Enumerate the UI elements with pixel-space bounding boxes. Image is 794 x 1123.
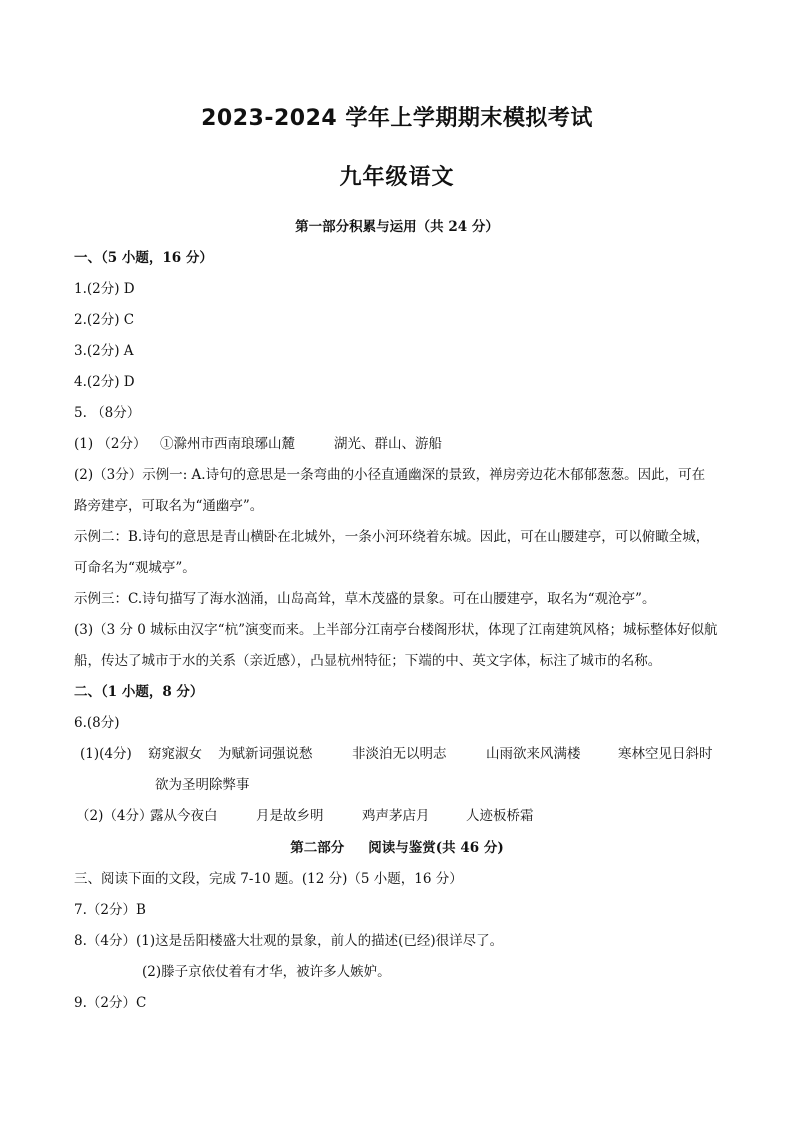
section2-heading: 二、（1 小题，8 分） bbox=[74, 684, 204, 700]
answer-q5-2-line1: (2)（3分）示例一: A.诗句的意思是一条弯曲的小径直通幽深的景致，禅房旁边花木郁郁葱葱。因此，可在 bbox=[74, 467, 706, 483]
q6-2-item: 人迹板桥霜 bbox=[466, 808, 534, 824]
q5-1-answer-a: ①滁州市西南琅琊山麓 bbox=[160, 436, 295, 452]
q6-1-item: 寒林空见日斜时 bbox=[618, 746, 713, 762]
q5-1-prefix: (1) （2分） bbox=[74, 436, 147, 452]
section1-heading: 一、（5 小题，16 分） bbox=[74, 250, 213, 266]
answer-q9: 9.（2分）C bbox=[74, 995, 147, 1011]
answer-q2: 2.(2分) C bbox=[74, 312, 135, 328]
q5-1-answer-b: 湖光、群山、游船 bbox=[334, 436, 442, 452]
answer-q5-3-line2: 船，传达了城市于水的关系（亲近感），凸显杭州特征；下端的中、英文字体，标注了城市的名称。 bbox=[74, 653, 662, 669]
section3-heading: 三、阅读下面的文段，完成 7-10 题。(12 分)（5 小题，16 分） bbox=[74, 871, 463, 887]
answer-q6-1 bbox=[80, 744, 720, 764]
answer-q8-line1: 8.（4分）(1)这是岳阳楼盛大壮观的景象，前人的描述(已经)很详尽了。 bbox=[74, 933, 504, 949]
answer-q5-2-example3: 示例三：C.诗句描写了海水汹涌，山岛高耸，草木茂盛的景象。可在山腰建亭，取名为“观沧亭”。 bbox=[74, 591, 656, 607]
answer-q7: 7.（2分）B bbox=[74, 902, 146, 918]
answer-q5-1 bbox=[74, 434, 720, 454]
part2-heading-title: 阅读与鉴赏(共 46 分) bbox=[368, 840, 504, 856]
q6-1-item: 窈窕淑女 bbox=[148, 746, 202, 762]
answer-q5-3-line1: (3)（3 分 0 城标由汉字“杭”演变而来。上半部分江南亭台楼阁形状，体现了江南建筑风格；城标整体好似航 bbox=[74, 622, 718, 638]
answer-q5-2-example2-line1: 示例二：B.诗句的意思是青山横卧在北城外，一条小河环绕着东城。因此，可在山腰建亭，可以俯瞰全城， bbox=[74, 529, 710, 545]
answer-q6-1-continued: 欲为圣明除弊事 bbox=[155, 777, 250, 793]
answer-q5: 5. （8分） bbox=[74, 405, 141, 421]
part2-heading-label: 第二部分 bbox=[290, 840, 345, 856]
answer-q6: 6.(8分) bbox=[74, 715, 120, 731]
q6-2-prefix: （2)（4分） bbox=[76, 808, 153, 824]
document-subtitle: 九年级语文 bbox=[339, 165, 455, 190]
q6-1-item: 山雨欲来风满楼 bbox=[486, 746, 581, 762]
q6-2-item: 鸡声茅店月 bbox=[362, 808, 430, 824]
answer-q4: 4.(2分) D bbox=[74, 374, 135, 390]
answer-q1: 1.(2分) D bbox=[74, 281, 135, 297]
answer-q5-2-example2-line2: 可命名为“观城亭”。 bbox=[74, 560, 196, 576]
q6-1-item: 非淡泊无以明志 bbox=[352, 746, 447, 762]
q6-1-prefix: (1)(4分) bbox=[80, 746, 132, 762]
answer-q5-2-line2: 路旁建亭，可取名为“通幽亭”。 bbox=[74, 498, 264, 514]
q6-1-item: 为赋新词强说愁 bbox=[218, 746, 313, 762]
answer-q6-2 bbox=[76, 806, 720, 826]
part1-heading: 第一部分积累与运用（共 24 分） bbox=[295, 219, 499, 235]
q6-2-item: 月是故乡明 bbox=[256, 808, 324, 824]
q6-2-item: 露从今夜白 bbox=[150, 808, 218, 824]
answer-q8-line2: (2)滕子京依仗着有才华，被许多人嫉妒。 bbox=[142, 964, 391, 980]
part2-heading bbox=[0, 838, 794, 858]
document-title: 2023-2024 学年上学期期末模拟考试 bbox=[201, 106, 593, 131]
answer-q3: 3.(2分) A bbox=[74, 343, 134, 359]
